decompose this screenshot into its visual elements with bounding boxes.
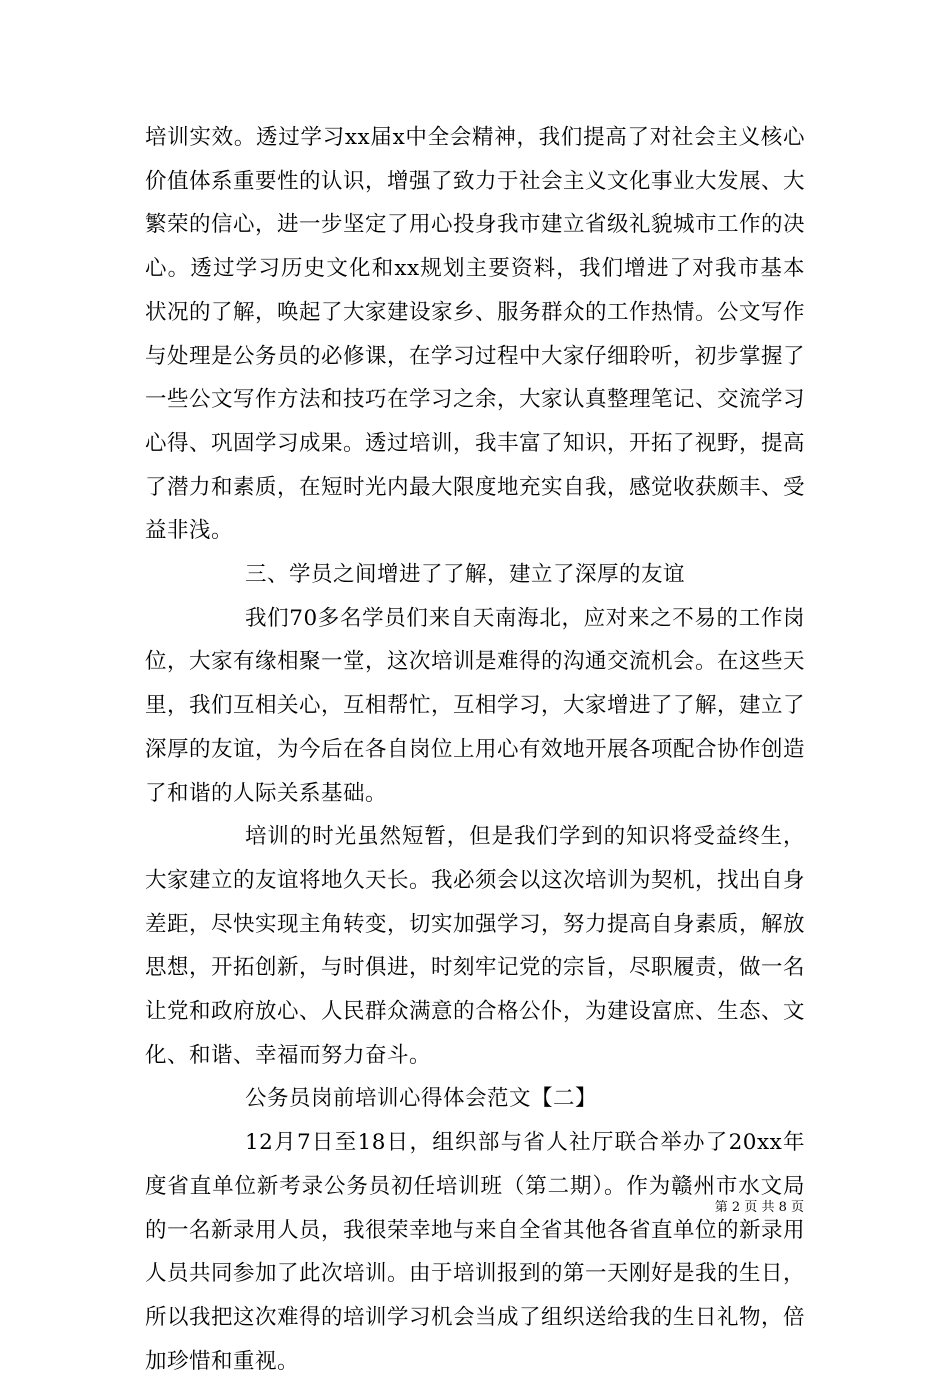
paragraph-conclusion: 培训的时光虽然短暂，但是我们学到的知识将受益终生，大家建立的友谊将地久天长。我必须会以这次培训为契机，找出自身差距，尽快实现主角转变，切实加强学习，努力提高自身素质，解放思想，开拓创新，与时俱进，时刻牢记党的宗旨，尽职履责，做一名让党和政府放心、人民群众满意的合格公仆，为建设富庶、生态、文化、和谐、幸福而努力奋斗。 bbox=[145, 824, 806, 1068]
page-number-footer: 第 2 页 共 8 页 bbox=[714, 1200, 804, 1215]
section-heading-friendship: 三、学员之间增进了了解，建立了深厚的友谊 bbox=[245, 562, 686, 588]
document-body bbox=[145, 116, 805, 1383]
paragraph-classmates: 我们70多名学员们来自天南海北，应对来之不易的工作岗位，大家有缘相聚一堂，这次培训是难得的沟通交流机会。在这些天里，我们互相关心，互相帮忙，互相学习，大家增进了了解，建立了深厚的友谊，为今后在各自岗位上用心有效地开展各项配合协作创造了和谐的人际关系基础。 bbox=[145, 605, 806, 806]
article-title-two: 公务员岗前培训心得体会范文【二】 bbox=[245, 1086, 598, 1112]
paragraph-training-class: 12月7日至18日，组织部与省人社厅联合举办了20xx年度省直单位新考录公务员初任培训班（第二期）。作为赣州市水文局的一名新录用人员，我很荣幸地与来自全省其他各省直单位的新录用人员共同参加了此次培训。由于培训报到的第一天刚好是我的生日，所以我把这次难得的培训学习机会当成了组织送给我的生日礼物，倍加珍惜和重视。 bbox=[145, 1130, 806, 1374]
paragraph-training-results: 培训实效。透过学习xx届x中全会精神，我们提高了对社会主义核心价值体系重要性的认识，增强了致力于社会主义文化事业大发展、大繁荣的信心，进一步坚定了用心投身我市建立省级礼貌城市工作的决心。透过学习历史文化和xx规划主要资料，我们增进了对我市基本状况的了解，唤起了大家建设家乡、服务群众的工作热情。公文写作与处理是公务员的必修课，在学习过程中大家仔细聆听，初步掌握了一些公文写作方法和技巧在学习之余，大家认真整理笔记、交流学习心得、巩固学习成果。透过培训，我丰富了知识，开拓了视野，提高了潜力和素质，在短时光内最大限度地充实自我，感觉收获颇丰、受益非浅。 bbox=[145, 125, 806, 544]
